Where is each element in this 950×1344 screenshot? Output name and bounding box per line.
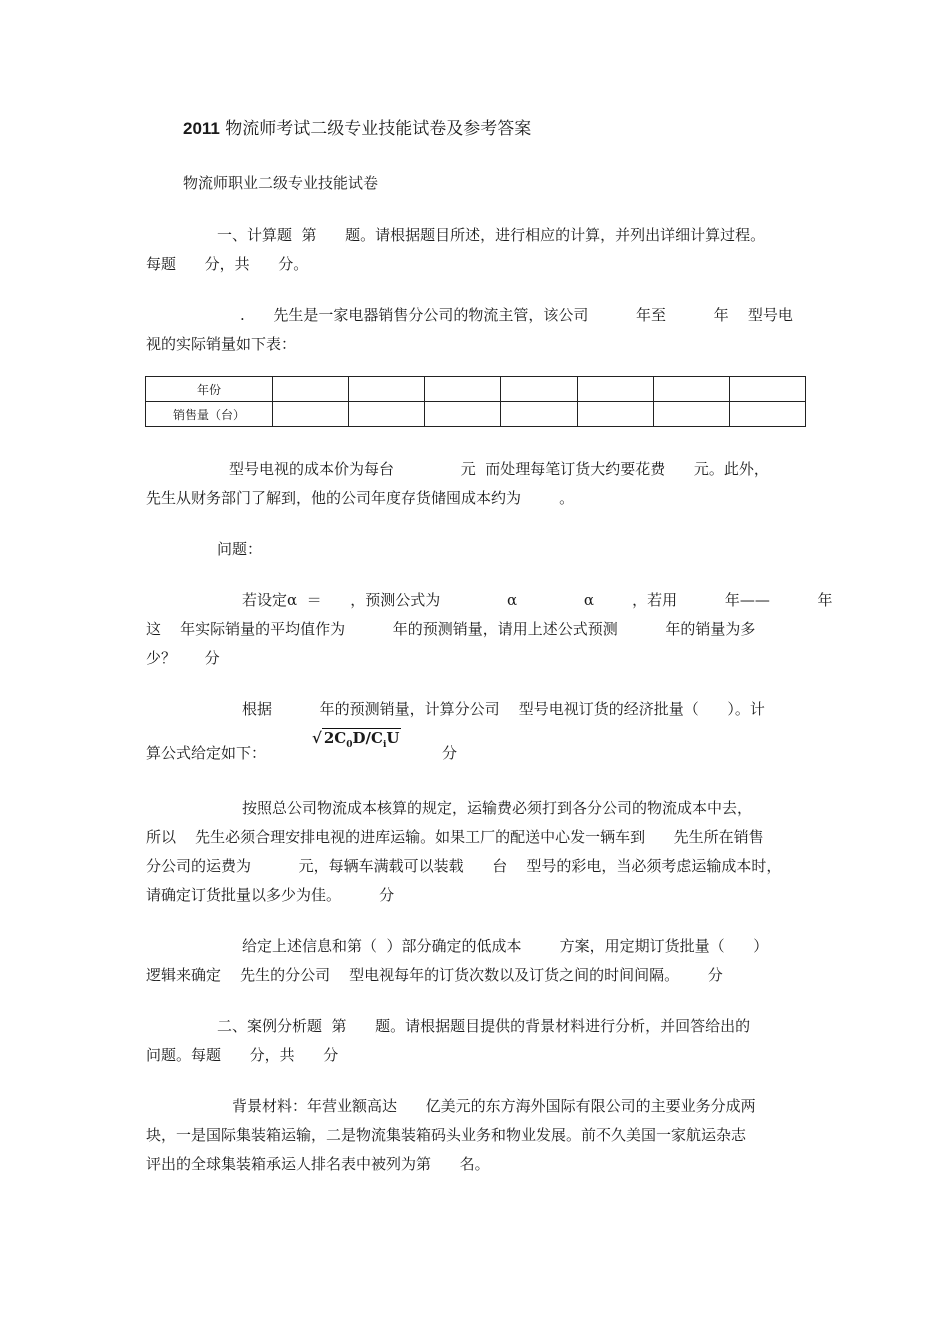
question1-intro: . 先生是一家电器销售分公司的物流主管，该公司 年至 年 型号电 <box>240 306 793 324</box>
subquestion1-line3: 少？ 分 <box>146 649 220 667</box>
questions-label: 问题： <box>217 540 263 558</box>
title-text: 物流师考试二级专业技能试卷及参考答案 <box>225 119 532 139</box>
table-cell <box>653 402 729 427</box>
question1-intro-cont: 视的实际销量如下表： <box>146 335 297 353</box>
table-cell <box>729 402 805 427</box>
section2-scoring: 问题。每题 分，共 分 <box>146 1046 339 1064</box>
section2-heading: 二、案例分析题 第 题。请根据题目提供的背景材料进行分析，并回答给出的 <box>217 1017 751 1035</box>
section1-heading: 一、计算题 第 题。请根据题目所述，进行相应的计算，并列出详细计算过程。 <box>217 226 766 244</box>
table-header-year: 年份 <box>146 377 273 402</box>
table-cell <box>577 402 653 427</box>
table-cell <box>729 377 805 402</box>
table-header-sales: 销售量（台） <box>146 402 273 427</box>
subquestion2-score: 分 <box>442 744 458 762</box>
eoq-formula: √ $2C_0D/C_iU$ <box>312 729 400 750</box>
question1-cost-info-cont: 先生从财务部门了解到，他的公司年度存货储囤成本约为 。 <box>146 489 575 507</box>
table-row <box>146 402 806 427</box>
subquestion2-formula-label: 算公式给定如下： <box>146 744 267 762</box>
background-line1: 背景材料：年营业额高达 亿美元的东方海外国际有限公司的主要业务分成两 <box>232 1097 756 1115</box>
subquestion3-line2: 所以 先生必须合理安排电视的进库运输。如果工厂的配送中心发一辆车到 先生所在销售 <box>146 828 764 846</box>
section1-scoring: 每题 分，共 分。 <box>146 255 309 273</box>
title-year: 2011 <box>183 119 220 138</box>
exam-subtitle: 物流师职业二级专业技能试卷 <box>183 174 379 192</box>
table-cell <box>425 377 501 402</box>
table-row <box>146 377 806 402</box>
table-cell <box>653 377 729 402</box>
table-cell <box>349 402 425 427</box>
table-cell <box>273 377 349 402</box>
subquestion4-line1: 给定上述信息和第（ ）部分确定的低成本 方案，用定期订货批量（ ） <box>242 937 769 955</box>
document-title <box>183 120 531 138</box>
subquestion3-line4: 请确定订货批量以多少为佳。 分 <box>146 886 395 904</box>
table-cell <box>577 377 653 402</box>
subquestion4-line2: 逻辑来确定 先生的分公司 型电视每年的订货次数以及订货之间的时间间隔。 分 <box>146 966 723 984</box>
table-cell <box>349 377 425 402</box>
table-cell <box>501 377 577 402</box>
question1-cost-info: 型号电视的成本价为每台 元 而处理每笔订货大约要花费 元。此外， <box>229 460 769 478</box>
subquestion1-line1: 若设定α ＝ ，预测公式为 α α ，若用 年—— 年 <box>242 591 833 609</box>
subquestion3-line1: 按照总公司物流成本核算的规定，运输费必须打到各分公司的物流成本中去， <box>242 799 753 817</box>
subquestion3-line3: 分公司的运费为 元，每辆车满载可以装载 台 型号的彩电，当必须考虑运输成本时， <box>146 857 782 875</box>
formula-radicand: $2C_0D/C_iU$ <box>323 729 400 750</box>
table-cell <box>273 402 349 427</box>
background-line2: 块，一是国际集装箱运输，二是物流集装箱码头业务和物业发展。前不久美国一家航运杂志 <box>146 1126 747 1144</box>
background-line3: 评出的全球集装箱承运人排名表中被列为第 名。 <box>146 1155 490 1173</box>
sales-table <box>145 376 806 427</box>
subquestion1-line2: 这 年实际销量的平均值作为 年的预测销量，请用上述公式预测 年的销量为多 <box>146 620 756 638</box>
table-cell <box>501 402 577 427</box>
subquestion2-line1: 根据 年的预测销量，计算分公司 型号电视订货的经济批量（ ）。计 <box>242 700 765 718</box>
table-cell <box>425 402 501 427</box>
